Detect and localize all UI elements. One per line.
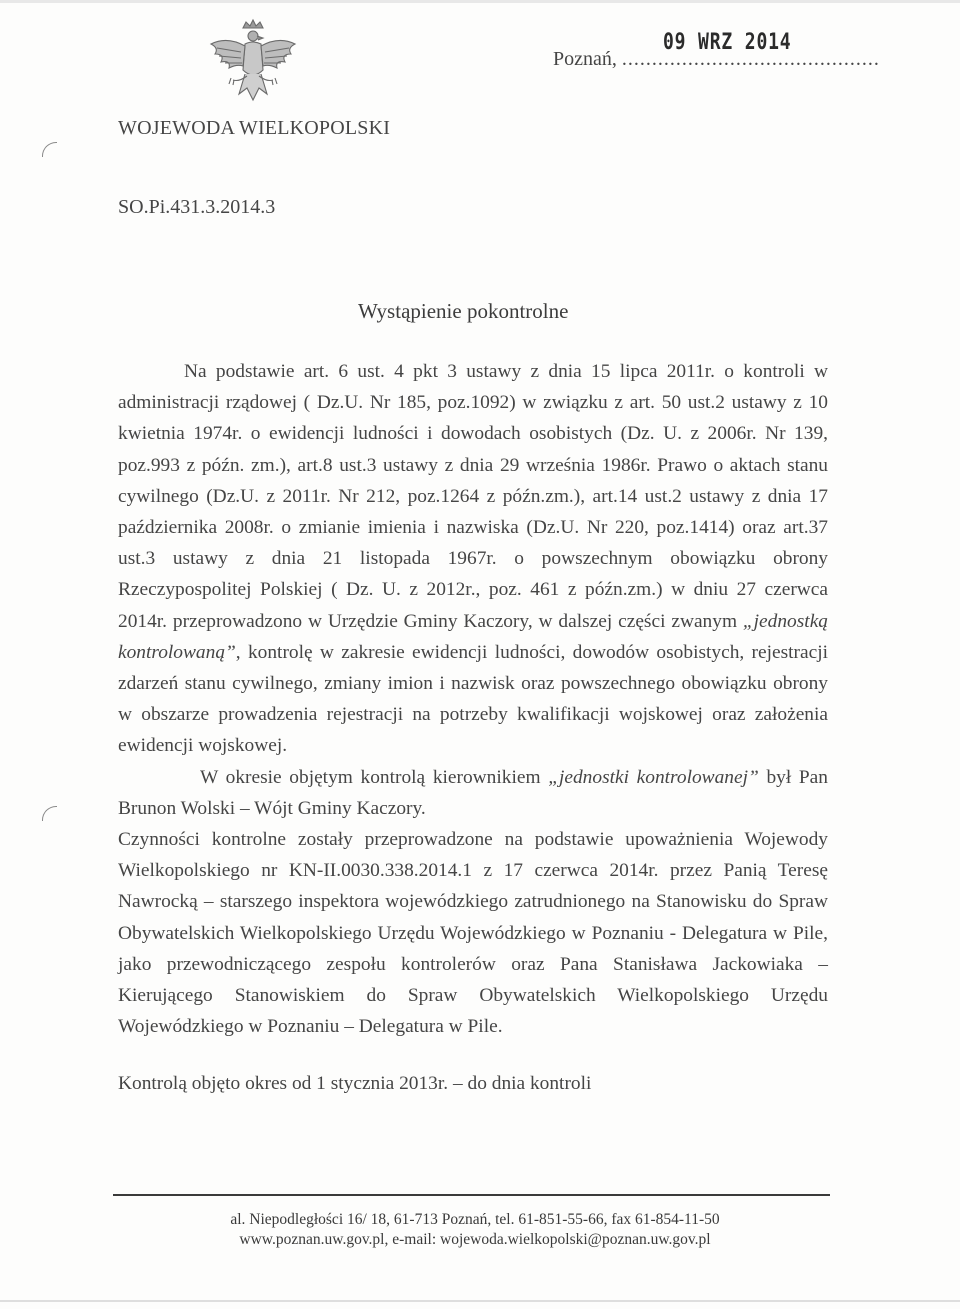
paragraph-head-of-unit: [118, 762, 828, 824]
polish-eagle-emblem-icon: [203, 18, 303, 110]
place-label: Poznań,: [553, 48, 617, 70]
margin-mark: [42, 806, 57, 821]
paragraph-text: Na podstawie art. 6 ust. 4 pkt 3 ustawy z dnia 15 lipca 2011r. o kontroli w administracji rządowej ( Dz.U. Nr 185, poz.1092) w związku z art. 50 ust.2 ustawy z 10 kwietnia 1974r. o ewidencji ludności i dowodach osobistych (Dz. U. z 2006r. Nr 139, poz.993 z późn. zm.), art.8 ust.3 ustawy z dnia 29 września 1986r. Prawo o aktach stanu cywilnego (Dz.U. z 2011r. Nr 212, poz.1264 z późn.zm.), art.14 ust.2 ustawy z dnia 17 października 2008r. o zmianie imienia i nazwiska (Dz.U. Nr 220, poz.1414) oraz art.37 ust.3 ustawy z dnia 21 listopada 1967r. o powszechnym obowiązku obrony Rzeczypospolitej Polskiej ( Dz. U. z 2012r., poz. 461 z późn.zm.) w dniu 27 czerwca 2014r. przeprowadzono w Urzędzie Gminy Kaczory, w dalszej części zwanym: [118, 361, 828, 632]
margin-mark: [42, 142, 57, 157]
paragraph-legal-basis: [118, 356, 828, 762]
paragraph-text: był Pan Brunon Wolski – Wójt Gminy Kaczory.: [118, 766, 828, 819]
footer-divider: [113, 1194, 830, 1196]
paragraph-text: Kontrolą objęto okres od 1 stycznia 2013r. – do dnia kontroli: [118, 1073, 592, 1095]
paragraph-inspectors: [118, 824, 828, 1042]
footer-address: al. Niepodległości 16/ 18, 61-713 Poznań, tel. 61-851-55-66, fax 61-854-11-50: [230, 1211, 720, 1228]
paragraph-text: , kontrolę w zakresie ewidencji ludności, dowodów osobistych, rejestracji zdarzeń stanu cywilnego, zmiany imion i nazwisk oraz powszechnego obowiązku obrony w obszarze prowadzenia rejestracji na potrzeby kwalifikacji wojskowej oraz założenia ewidencji wojskowej.: [118, 641, 828, 757]
scan-top-edge: [0, 0, 960, 3]
office-name: WOJEWODA WIELKOPOLSKI: [118, 117, 391, 139]
scan-bottom-edge: [0, 1300, 960, 1302]
paragraph-text: Czynności kontrolne zostały przeprowadzone na podstawie upoważnienia Wojewody Wielkopolskiego nr KN-II.0030.338.2014.1 z 17 czerwca 2014r. przez Panią Teresę Nawrocką – starszego inspektora wojewódzkiego zatrudnionego na Stanowisku do Spraw Obywatelskich Wielkopolskiego Urzędu Wojewódzkiego w Poznaniu - Delegatura w Pile, jako przewodniczącego zespołu kontrolerów oraz Pana Stanisława Jackowiaka – Kierującego Stanowiskiem do Spraw Obywatelskich Wielkopolskiego Urzędu Wojewódzkiego w Poznaniu – Delegatura w Pile.: [118, 829, 828, 1038]
date-dotted-line: ...........................................: [621, 48, 880, 70]
footer-contact: www.poznan.uw.gov.pl, e-mail: wojewoda.wielkopolski@poznan.uw.gov.pl: [239, 1231, 711, 1248]
paragraph-text: W okresie objętym kontrolą kierownikiem: [200, 766, 549, 788]
date-stamp: 09 WRZ 2014: [663, 30, 792, 55]
footer: [130, 1210, 820, 1250]
reference-number: SO.Pi.431.3.2014.3: [118, 196, 276, 218]
emphasis-text: „jednostką kontrolowaną”: [118, 610, 828, 663]
document-title: Wystąpienie pokontrolne: [358, 299, 569, 323]
letter-body: [118, 356, 828, 1100]
paragraph-scope-period: [118, 1068, 828, 1099]
emphasis-text: „jednostki kontrolowanej”: [548, 766, 759, 788]
